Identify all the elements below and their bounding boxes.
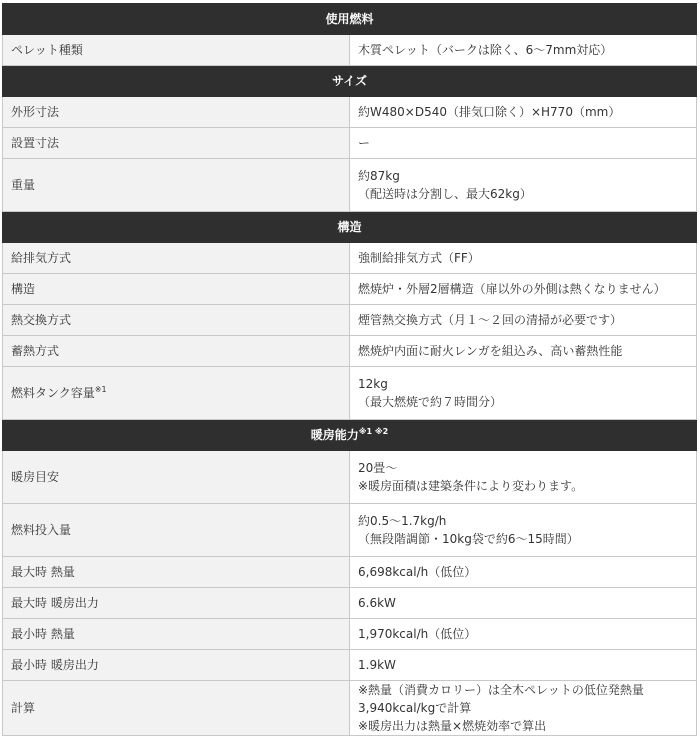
row-value-line: 約87kg bbox=[358, 169, 400, 183]
table-row bbox=[3, 243, 697, 274]
row-value: ー bbox=[350, 128, 697, 159]
row-label: 最大時 熱量 bbox=[3, 557, 350, 588]
row-label: 設置寸法 bbox=[3, 128, 350, 159]
row-value: 6.6kW bbox=[350, 588, 697, 619]
row-value: 6,698kcal/h（低位） bbox=[350, 557, 697, 588]
row-value: 約W480×D540（排気口除く）×H770（mm） bbox=[350, 97, 697, 128]
table-row bbox=[3, 451, 697, 504]
row-label: 給排気方式 bbox=[3, 243, 350, 274]
section-header-fuel bbox=[3, 4, 697, 35]
section-title: サイズ bbox=[3, 66, 697, 97]
spec-table bbox=[2, 3, 697, 736]
section-header-heating bbox=[3, 420, 697, 451]
row-value bbox=[350, 451, 697, 504]
row-value-line: （配送時は分割し、最大62kg） bbox=[358, 187, 532, 201]
table-row bbox=[3, 128, 697, 159]
table-row bbox=[3, 274, 697, 305]
row-label: 外形寸法 bbox=[3, 97, 350, 128]
row-label: 重量 bbox=[3, 159, 350, 212]
row-label: 暖房目安 bbox=[3, 451, 350, 504]
row-value: 木質ペレット（バークは除く、6～7mm対応） bbox=[350, 35, 697, 66]
row-value bbox=[350, 367, 697, 420]
table-row bbox=[3, 35, 697, 66]
section-title bbox=[3, 420, 697, 451]
table-row bbox=[3, 336, 697, 367]
row-value: 1.9kW bbox=[350, 650, 697, 681]
table-row bbox=[3, 681, 697, 736]
table-row bbox=[3, 557, 697, 588]
row-value: 燃焼炉内面に耐火レンガを組込み、高い蓄熱性能 bbox=[350, 336, 697, 367]
section-header-size bbox=[3, 66, 697, 97]
row-value: 燃焼炉・外層2層構造（扉以外の外側は熱くなりません） bbox=[350, 274, 697, 305]
section-title-text: 暖房能力 bbox=[310, 428, 359, 442]
row-value-line: ※暖房面積は建築条件により変わります。 bbox=[358, 479, 584, 493]
row-label: 熱交換方式 bbox=[3, 305, 350, 336]
row-label: 最大時 暖房出力 bbox=[3, 588, 350, 619]
row-value-line: 12kg bbox=[358, 377, 388, 391]
row-value-line: ※暖房出力は熱量×燃焼効率で算出 bbox=[358, 719, 547, 733]
row-value-line: 約0.5～1.7kg/h bbox=[358, 514, 447, 528]
row-label: 蓄熱方式 bbox=[3, 336, 350, 367]
table-row bbox=[3, 159, 697, 212]
row-label: 計算 bbox=[3, 681, 350, 736]
row-label: 燃料投入量 bbox=[3, 504, 350, 557]
section-title: 使用燃料 bbox=[3, 4, 697, 35]
table-row bbox=[3, 367, 697, 420]
section-title: 構造 bbox=[3, 212, 697, 243]
row-value: 強制給排気方式（FF） bbox=[350, 243, 697, 274]
row-value-line: （最大燃焼で約７時間分） bbox=[358, 395, 503, 409]
footnote-marker: ※1 ※2 bbox=[358, 427, 389, 436]
table-row bbox=[3, 504, 697, 557]
row-value bbox=[350, 681, 697, 736]
row-value: 煙管熱交換方式（月１～２回の清掃が必要です） bbox=[350, 305, 697, 336]
row-value-line: 20畳～ bbox=[358, 461, 398, 475]
row-value-line: ※熱量（消費カロリー）は全木ペレットの低位発熱量 3,940kcal/kgで計算 bbox=[358, 683, 656, 715]
row-label: 構造 bbox=[3, 274, 350, 305]
table-row bbox=[3, 619, 697, 650]
row-label: 最小時 熱量 bbox=[3, 619, 350, 650]
row-value bbox=[350, 504, 697, 557]
row-label bbox=[3, 367, 350, 420]
table-row bbox=[3, 97, 697, 128]
row-value-line: （無段階調節・10kg袋で約6～15時間） bbox=[358, 532, 579, 546]
table-row bbox=[3, 588, 697, 619]
row-value bbox=[350, 159, 697, 212]
row-value: 1,970kcal/h（低位） bbox=[350, 619, 697, 650]
table-row bbox=[3, 650, 697, 681]
row-label: 最小時 暖房出力 bbox=[3, 650, 350, 681]
section-header-structure bbox=[3, 212, 697, 243]
footnote-marker: ※1 bbox=[94, 385, 107, 394]
row-label-text: 燃料タンク容量 bbox=[11, 386, 95, 400]
table-row bbox=[3, 305, 697, 336]
row-label: ペレット種類 bbox=[3, 35, 350, 66]
